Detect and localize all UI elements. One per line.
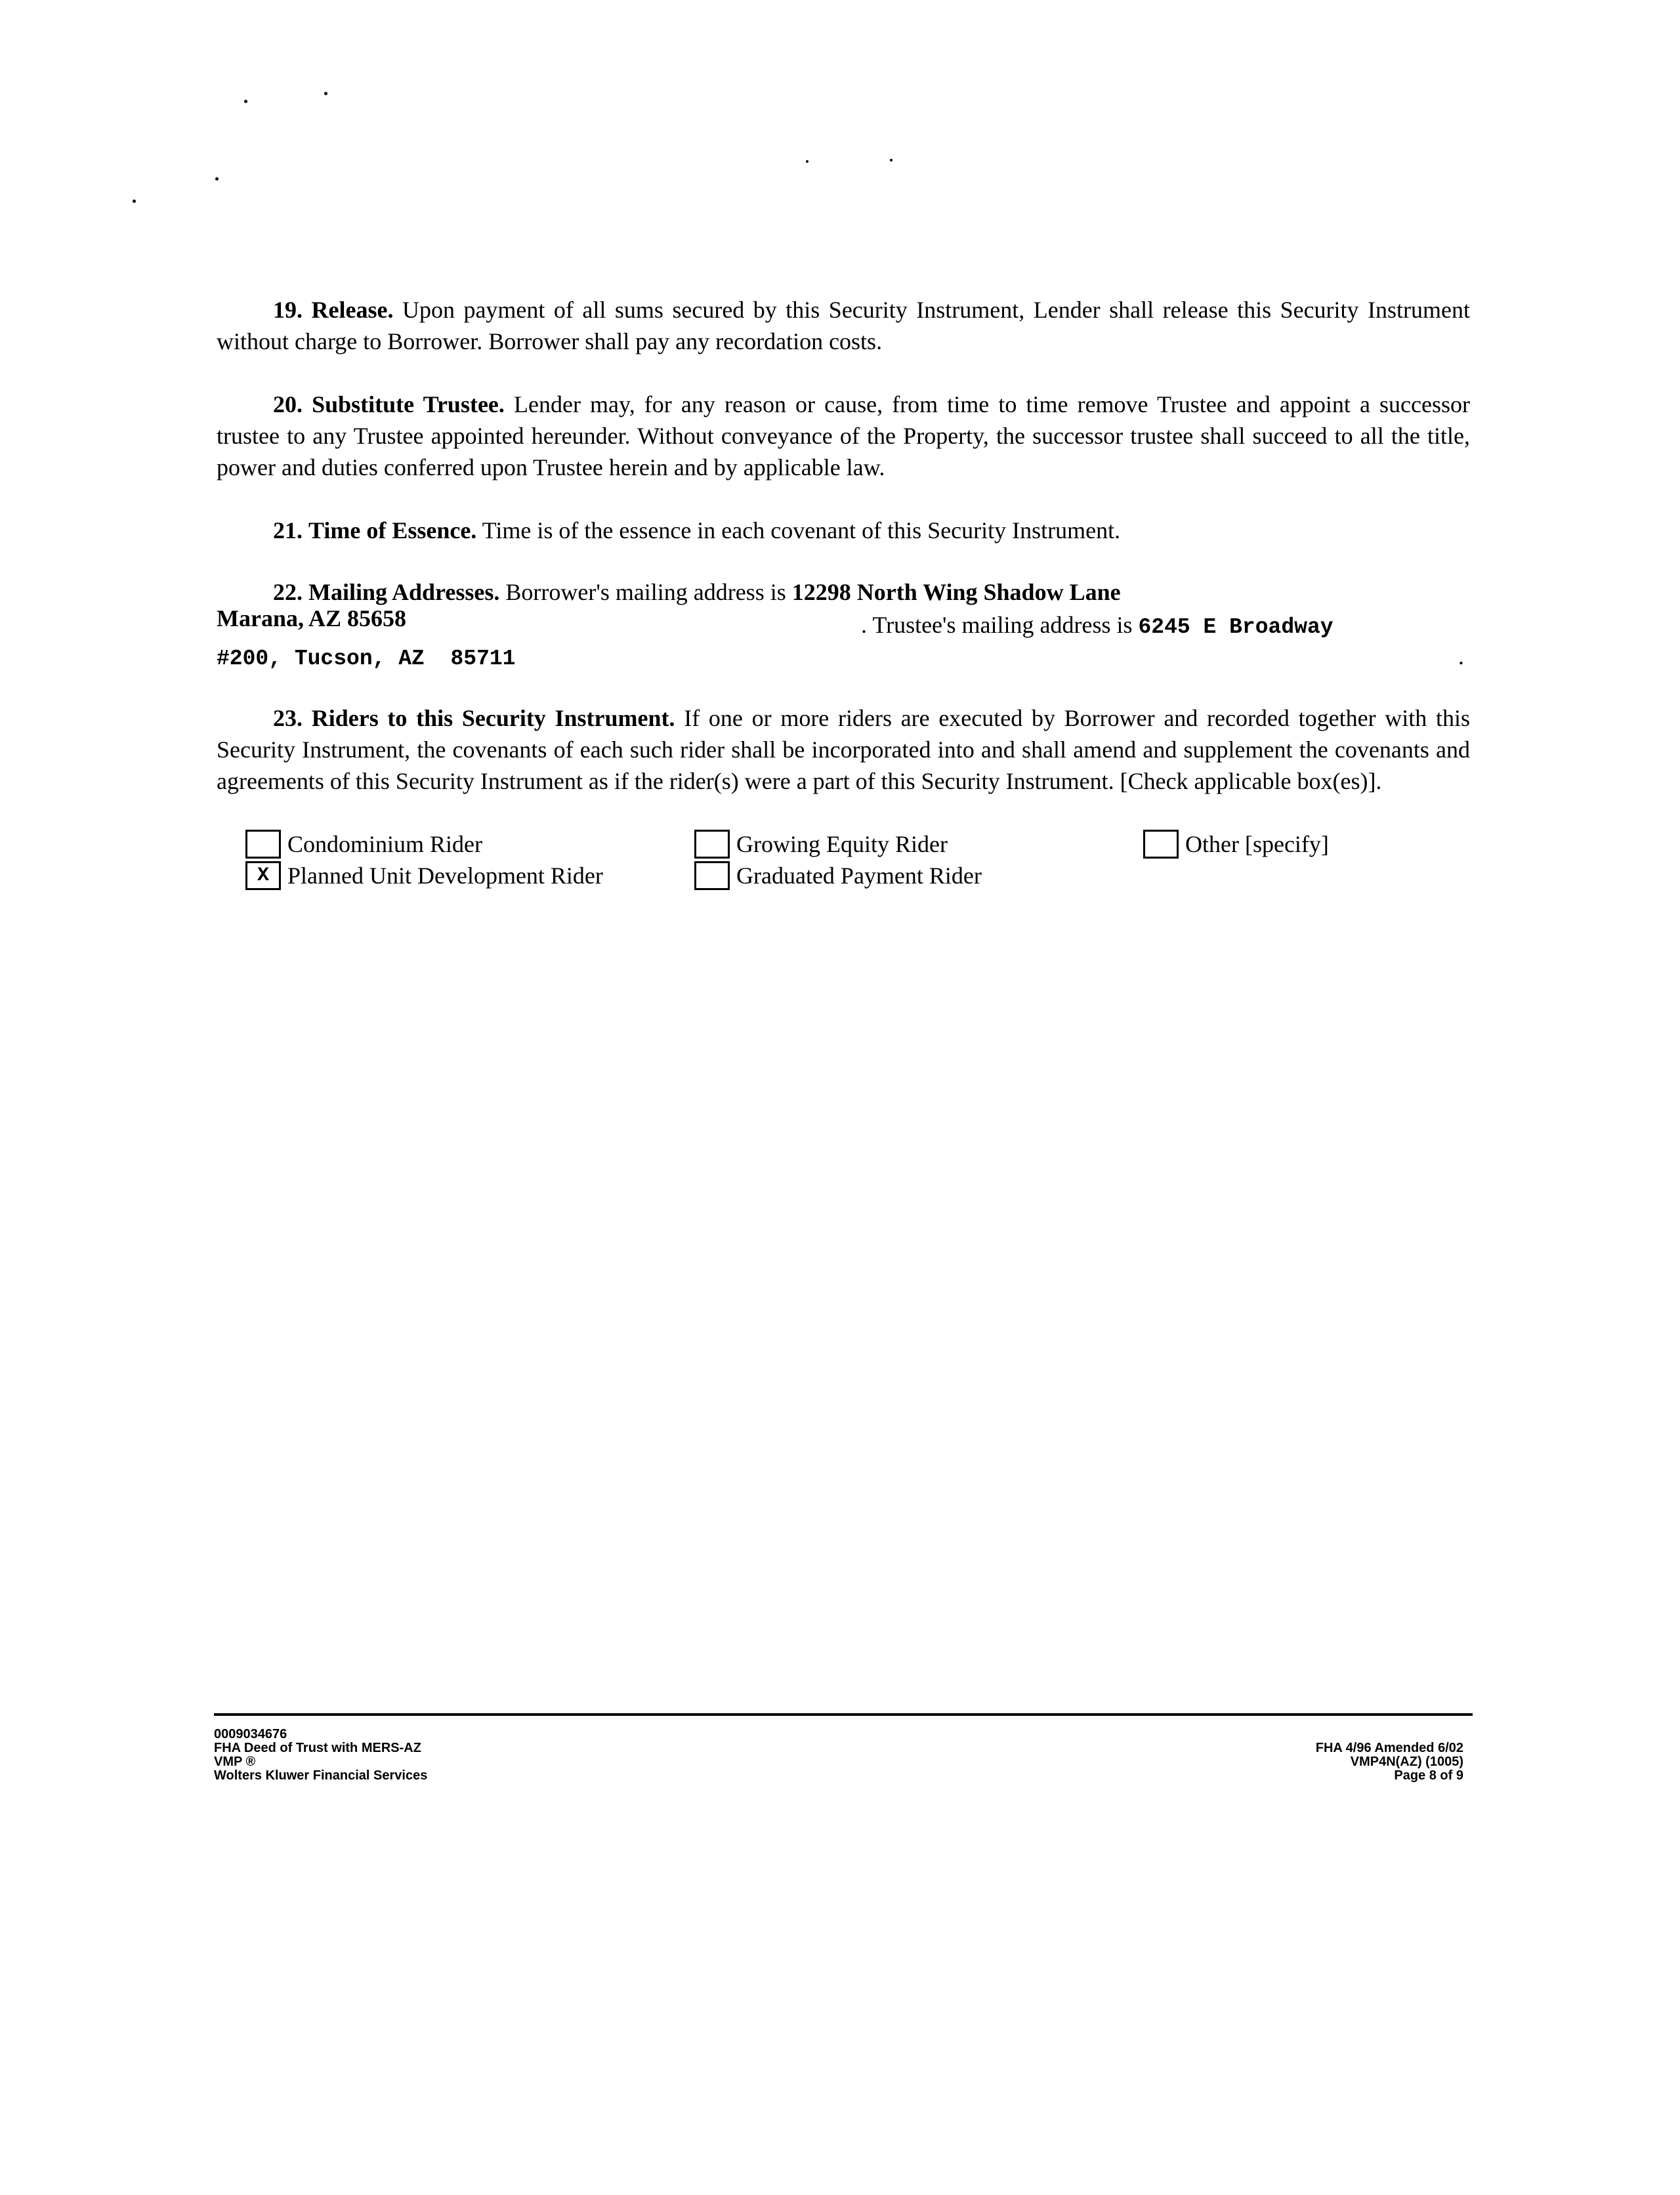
other-rider-checkbox[interactable] bbox=[1143, 830, 1179, 859]
section-22-heading: Mailing Addresses. bbox=[308, 579, 500, 605]
section-23-heading: Riders to this Security Instrument. bbox=[311, 705, 675, 731]
trustee-address-label-line bbox=[861, 609, 1334, 643]
trustee-address-line1: 6245 E Broadway bbox=[1138, 615, 1334, 639]
borrower-city-state-zip: Marana, AZ 85658 bbox=[217, 605, 407, 631]
trustee-address-label: . Trustee's mailing address is bbox=[861, 612, 1133, 638]
section-22-end-period bbox=[1458, 641, 1464, 672]
section-19-release bbox=[217, 294, 1470, 357]
footer-page-number: Page 8 of 9 bbox=[1394, 1768, 1463, 1783]
growing-equity-rider-label: Growing Equity Rider bbox=[736, 831, 948, 857]
scan-speck bbox=[806, 160, 808, 163]
section-20-substitute-trustee bbox=[217, 389, 1470, 483]
section-19-number: 19. bbox=[273, 297, 303, 323]
footer-form-version: FHA 4/96 Amended 6/02 bbox=[1315, 1741, 1463, 1755]
scan-speck bbox=[890, 159, 892, 161]
section-19-text: Upon payment of all sums secured by this Security Instrument, Lender shall release this Security Instrument without charge to Borrower. Borrower shall pay any recordation costs. bbox=[217, 297, 1471, 354]
condominium-rider-label: Condominium Rider bbox=[287, 831, 482, 857]
section-20-text: Lender may, for any reason or cause, from time to time remove Trustee and appoint a successor trustee to any Trustee appointed hereunder. Without conveyance of the Property, the successor trustee shall succeed to all the title, power and duties conferred upon Trustee herein and by applicable law. bbox=[217, 391, 1470, 480]
planned-unit-development-rider-label: Planned Unit Development Rider bbox=[287, 863, 603, 889]
section-21-number: 21. bbox=[273, 517, 303, 543]
footer-loan-number: 0009034676 bbox=[214, 1727, 287, 1741]
section-21-heading: Time of Essence. bbox=[308, 517, 477, 543]
footer-rule bbox=[214, 1713, 1473, 1716]
trustee-city-state-zip: #200, Tucson, AZ 85711 bbox=[217, 647, 516, 671]
section-20-number: 20. bbox=[273, 391, 303, 417]
scan-speck bbox=[324, 92, 327, 95]
section-21-time-of-essence bbox=[217, 515, 1470, 546]
footer-form-name: FHA Deed of Trust with MERS-AZ bbox=[214, 1741, 421, 1755]
section-19-heading: Release. bbox=[311, 297, 394, 323]
section-22-period: . bbox=[1458, 643, 1464, 670]
section-23-text: If one or more riders are executed by Borrower and recorded together with this Security Instrument, the covenants of each such rider shall be incorporated into and shall amend and supplement the covenants and agreements of this Security Instrument as if the rider(s) were a part of this Security Instrument. [Check applicable box(es)]. bbox=[217, 705, 1471, 794]
footer-vmp: VMP ® bbox=[214, 1755, 256, 1769]
section-23-number: 23. bbox=[273, 705, 303, 731]
rider-other[interactable] bbox=[1143, 828, 1329, 860]
rider-condominium[interactable] bbox=[245, 828, 482, 860]
rider-planned-unit-development[interactable] bbox=[245, 860, 603, 891]
graduated-payment-rider-label: Graduated Payment Rider bbox=[736, 863, 982, 889]
borrower-address-label: Borrower's mailing address is bbox=[505, 579, 786, 605]
scan-speck bbox=[215, 177, 219, 181]
footer-left bbox=[214, 1728, 427, 1783]
rider-growing-equity[interactable] bbox=[694, 828, 948, 860]
footer-company: Wolters Kluwer Financial Services bbox=[214, 1768, 428, 1783]
footer-form-code: VMP4N(AZ) (1005) bbox=[1350, 1755, 1463, 1769]
section-20-heading: Substitute Trustee. bbox=[312, 391, 505, 417]
borrower-address-line1: 12298 North Wing Shadow Lane bbox=[791, 579, 1121, 605]
scan-speck bbox=[244, 100, 247, 103]
scan-speck bbox=[133, 200, 136, 203]
graduated-payment-rider-checkbox[interactable] bbox=[694, 861, 730, 890]
trustee-address-line2 bbox=[217, 641, 515, 675]
other-rider-label: Other [specify] bbox=[1185, 831, 1329, 857]
condominium-rider-checkbox[interactable] bbox=[245, 830, 281, 859]
footer-right bbox=[1316, 1741, 1463, 1783]
section-23-riders bbox=[217, 702, 1470, 797]
planned-unit-development-rider-checkbox[interactable]: X bbox=[245, 861, 281, 890]
rider-graduated-payment[interactable] bbox=[694, 860, 982, 891]
section-21-text: Time is of the essence in each covenant of this Security Instrument. bbox=[482, 517, 1121, 543]
section-22-number: 22. bbox=[273, 579, 303, 605]
borrower-address-line2 bbox=[217, 603, 406, 634]
growing-equity-rider-checkbox[interactable] bbox=[694, 830, 730, 859]
